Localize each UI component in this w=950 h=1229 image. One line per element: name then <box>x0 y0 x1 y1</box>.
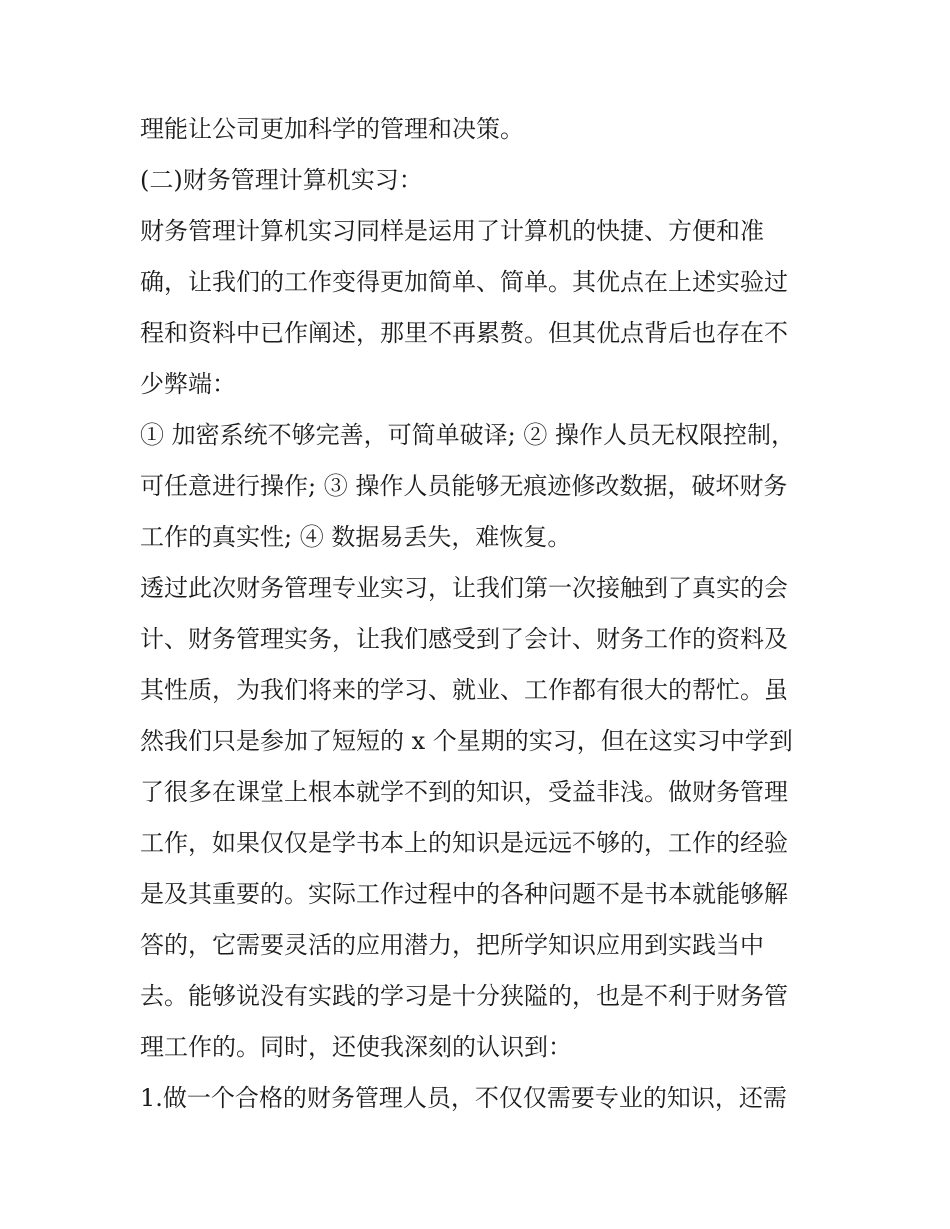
section-heading: (二)财务管理计算机实习： <box>140 166 423 194</box>
text-line: 答的，它需要灵活的应用潜力，把所学知识应用到实践当中 <box>140 931 764 959</box>
text-line: 其性质，为我们将来的学习、就业、工作都有很大的帮忙。虽 <box>140 676 788 704</box>
text-line: 工作，如果仅仅是学书本上的知识是远远不够的，工作的经验 <box>140 829 788 857</box>
text-line: 计、财务管理实务，让我们感受到了会计、财务工作的资料及 <box>140 625 788 653</box>
text-line: 1.做一个合格的财务管理人员，不仅仅需要专业的知识，还需 <box>140 1084 787 1112</box>
text-line: 程和资料中已作阐述，那里不再累赘。但其优点背后也存在不 <box>140 319 788 347</box>
text-line: 理工作的。同时，还使我深刻的认识到： <box>140 1033 572 1061</box>
text-line: 透过此次财务管理专业实习，让我们第一次接触到了真实的会 <box>140 574 788 602</box>
text-line: 确，让我们的工作变得更加简单、简单。其优点在上述实验过 <box>140 268 788 296</box>
document-body <box>140 104 820 1124</box>
text-line: 可任意进行操作; ③ 操作人员能够无痕迹修改数据，破坏财务 <box>140 472 788 500</box>
text-line: 是及其重要的。实际工作过程中的各种问题不是书本就能够解 <box>140 880 788 908</box>
text-line: 了很多在课堂上根本就学不到的知识，受益非浅。做财务管理 <box>140 778 788 806</box>
text-line: 工作的真实性; ④ 数据易丢失，难恢复。 <box>140 523 572 551</box>
text-line: ① 加密系统不够完善，可简单破译; ② 操作人员无权限控制， <box>140 421 795 449</box>
text-line: 理能让公司更加科学的管理和决策。 <box>140 115 524 143</box>
text-line: 然我们只是参加了短短的 x 个星期的实习，但在这实习中学到 <box>140 727 793 755</box>
text-line: 去。能够说没有实践的学习是十分狭隘的，也是不利于财务管 <box>140 982 788 1010</box>
text-line: 财务管理计算机实习同样是运用了计算机的快捷、方便和准 <box>140 217 764 245</box>
text-line: 少弊端： <box>140 370 236 398</box>
